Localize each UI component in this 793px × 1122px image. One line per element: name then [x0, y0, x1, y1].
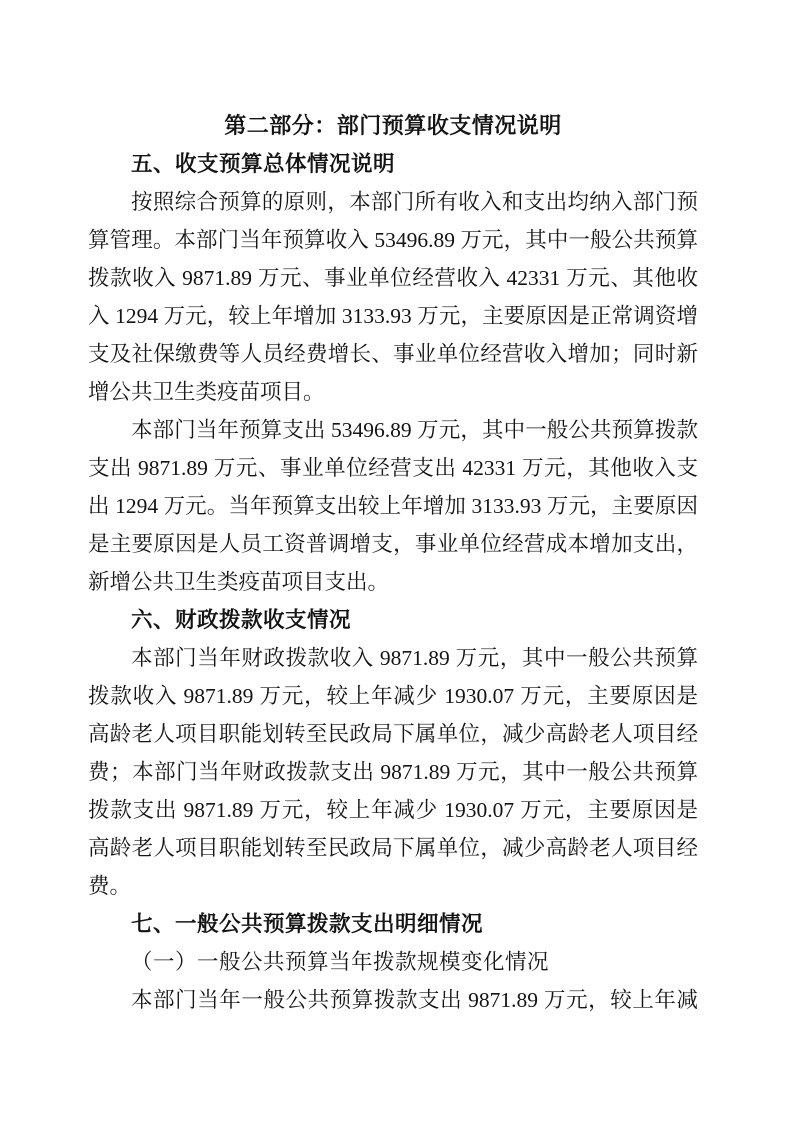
text-line: 新增公共卫生类疫苗项目支出。: [88, 570, 390, 594]
text-line: 出 1294 万元。当年预算支出较上年增加 3133.93 万元，主要原因: [88, 494, 698, 518]
text-line: 高龄老人项目职能划转至民政局下属单位，减少高龄老人项目经: [88, 836, 698, 860]
text-line: 费。: [88, 874, 132, 898]
section-heading: 五、收支预算总体情况说明: [131, 152, 396, 176]
text-line: 算管理。本部门当年预算收入 53496.89 万元，其中一般公共预算: [88, 228, 698, 252]
text-line: 拨款支出 9871.89 万元，较上年减少 1930.07 万元，主要原因是: [88, 798, 698, 822]
text-line: 增公共卫生类疫苗项目。: [88, 380, 325, 404]
text-line: 本部门当年预算支出 53496.89 万元，其中一般公共预算拨款: [131, 418, 698, 442]
text-line: 高龄老人项目职能划转至民政局下属单位，减少高龄老人项目经: [88, 722, 698, 746]
document-body: [88, 145, 698, 1019]
text-line: 支出 9871.89 万元、事业单位经营支出 42331 万元，其他收入支: [88, 456, 698, 480]
document-title: 第二部分：部门预算收支情况说明: [224, 113, 562, 138]
text-line: 入 1294 万元，较上年增加 3133.93 万元，主要原因是正常调资增: [88, 304, 698, 328]
text-line: 支及社保缴费等人员经费增长、事业单位经营收入增加；同时新: [88, 342, 698, 366]
section-heading: 六、财政拨款收支情况: [131, 608, 352, 632]
paragraph: [88, 981, 698, 1019]
text-line: 费；本部门当年财政拨款支出 9871.89 万元，其中一般公共预算: [88, 760, 698, 784]
text-line: 本部门当年一般公共预算拨款支出 9871.89 万元，较上年减: [131, 988, 698, 1012]
text-line: 拨款收入 9871.89 万元，较上年减少 1930.07 万元，主要原因是: [88, 684, 698, 708]
text-line: 拨款收入 9871.89 万元、事业单位经营收入 42331 万元、其他收: [88, 266, 698, 290]
section-heading: 七、一般公共预算拨款支出明细情况: [131, 912, 484, 936]
sub-section-heading: （一）一般公共预算当年拨款规模变化情况: [131, 950, 550, 974]
text-line: 按照综合预算的原则，本部门所有收入和支出均纳入部门预: [131, 190, 698, 214]
paragraph: [88, 183, 698, 411]
paragraph: [88, 639, 698, 905]
text-line: 是主要原因是人员工资普调增支，事业单位经营成本增加支出，: [88, 532, 698, 556]
paragraph: [88, 411, 698, 601]
text-line: 本部门当年财政拨款收入 9871.89 万元，其中一般公共预算: [131, 646, 698, 670]
